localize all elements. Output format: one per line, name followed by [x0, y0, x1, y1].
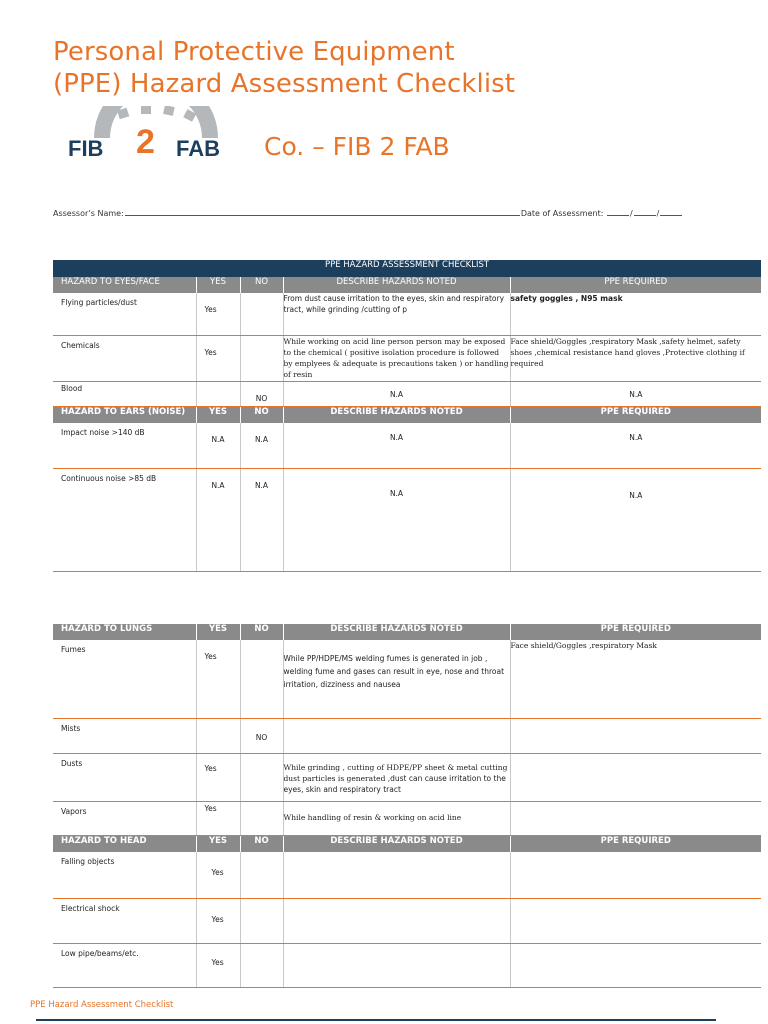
header-describe: DESCRIBE HAZARDS NOTED — [283, 406, 510, 423]
date-sep: / — [629, 209, 633, 218]
section-header-eyes — [53, 277, 761, 293]
header-hazard: HAZARD TO LUNGS — [53, 624, 196, 640]
describe-cell[interactable]: From dust cause irritation to the eyes, skin and respiratory tract, while grinding /cutting of p — [283, 293, 510, 335]
ppe-cell[interactable]: N.A — [510, 381, 761, 406]
assessor-label: Assessor’s Name: — [53, 209, 124, 218]
ppe-cell[interactable] — [510, 852, 761, 899]
table-row — [53, 293, 761, 335]
no-cell[interactable] — [240, 944, 283, 988]
header-ppe: PPE REQUIRED — [510, 835, 761, 852]
describe-cell[interactable] — [283, 718, 510, 753]
describe-cell[interactable]: N.A — [283, 381, 510, 406]
table-row — [53, 640, 761, 718]
hazard-cell: Flying particles/dust — [53, 293, 196, 335]
header-yes: YES — [196, 277, 240, 293]
date-day-field[interactable] — [607, 207, 629, 216]
ppe-cell[interactable]: N.A — [510, 423, 761, 469]
hazard-table-2 — [53, 624, 761, 988]
no-cell[interactable]: N.A — [240, 469, 283, 572]
yes-cell[interactable]: Yes — [196, 944, 240, 988]
yes-cell[interactable]: Yes — [196, 852, 240, 899]
ppe-cell[interactable] — [510, 753, 761, 801]
hazard-cell: Impact noise >140 dB — [53, 423, 196, 469]
hazard-cell: Vapors — [53, 801, 196, 835]
hazard-table-1 — [53, 260, 761, 572]
ppe-cell[interactable]: Face shield/Goggles ,respiratory Mask ,safety helmet, safety shoes ,chemical resistance hand gloves ,Protective clothing if required — [510, 335, 761, 381]
assessor-name-field[interactable] — [125, 207, 520, 216]
header-hazard: HAZARD TO EARS (NOISE) — [53, 406, 196, 423]
no-cell[interactable]: NO — [240, 718, 283, 753]
table-row — [53, 335, 761, 381]
header-hazard: HAZARD TO EYES/FACE — [53, 277, 196, 293]
no-cell[interactable] — [240, 899, 283, 944]
document-title — [53, 36, 515, 100]
describe-text-part-1: While grinding , cutting of HDPE/PP sheet & metal cutting dust particles is generated , — [283, 762, 508, 783]
describe-cell[interactable]: N.A — [283, 423, 510, 469]
hazard-cell: Low pipe/beams/etc. — [53, 944, 196, 988]
table-row — [53, 801, 761, 835]
hazard-cell: Fumes — [53, 640, 196, 718]
yes-cell[interactable]: N.A — [196, 469, 240, 572]
yes-cell[interactable]: Yes — [196, 293, 240, 335]
ppe-cell[interactable]: Face shield/Goggles ,respiratory Mask — [510, 640, 761, 718]
yes-cell[interactable] — [196, 381, 240, 406]
table-row — [53, 423, 761, 469]
svg-text:FAB: FAB — [176, 136, 220, 161]
table-row — [53, 753, 761, 801]
section-header-head — [53, 835, 761, 852]
hazard-cell: Falling objects — [53, 852, 196, 899]
describe-cell[interactable] — [283, 899, 510, 944]
title-line-1: Personal Protective Equipment — [53, 37, 455, 67]
date-year-field[interactable] — [660, 207, 682, 216]
header-hazard: HAZARD TO HEAD — [53, 835, 196, 852]
ppe-cell[interactable] — [510, 899, 761, 944]
hazard-cell: Electrical shock — [53, 899, 196, 944]
hazard-cell: Blood — [53, 381, 196, 406]
company-name: Co. – FIB 2 FAB — [264, 132, 450, 161]
table-row — [53, 944, 761, 988]
assessor-line — [53, 207, 683, 218]
hazard-cell: Mists — [53, 718, 196, 753]
ppe-cell[interactable] — [510, 944, 761, 988]
ppe-cell[interactable] — [510, 718, 761, 753]
yes-cell[interactable]: Yes — [196, 801, 240, 835]
header-yes: YES — [196, 406, 240, 423]
describe-cell[interactable]: While working on acid line person person may be exposed to the chemical ( positive isolation procedure is followed by emplyees & adequate is precautions taken ) or handling of resin — [283, 335, 510, 381]
yes-cell[interactable]: N.A — [196, 423, 240, 469]
table-row — [53, 718, 761, 753]
ppe-cell[interactable] — [510, 801, 761, 835]
table-row — [53, 852, 761, 899]
svg-text:FIB: FIB — [68, 136, 104, 161]
yes-cell[interactable]: Yes — [196, 640, 240, 718]
describe-text-part-2: dust can cause irritation to the eyes, skin and respiratory tract — [283, 773, 506, 794]
footer-rule — [36, 1019, 716, 1021]
title-line-2: (PPE) Hazard Assessment Checklist — [53, 69, 516, 99]
no-cell[interactable]: NO — [240, 381, 283, 406]
section-header-lungs — [53, 624, 761, 640]
table-row — [53, 381, 761, 406]
yes-cell[interactable]: Yes — [196, 753, 240, 801]
date-month-field[interactable] — [634, 207, 656, 216]
hazard-cell: Chemicals — [53, 335, 196, 381]
header-ppe: PPE REQUIRED — [510, 277, 761, 293]
section-header-ears — [53, 406, 761, 423]
header-ppe: PPE REQUIRED — [510, 406, 761, 423]
date-label: Date of Assessment: — [520, 209, 604, 218]
yes-cell[interactable]: Yes — [196, 899, 240, 944]
date-sep: / — [656, 209, 660, 218]
no-cell[interactable] — [240, 801, 283, 835]
describe-cell[interactable]: While PP/HDPE/MS welding fumes is generated in job , welding fume and gases can result in eye, nose and throat irritation, dizziness and nausea — [283, 640, 510, 718]
header-no: NO — [240, 835, 283, 852]
hazard-cell: Continuous noise >85 dB — [53, 469, 196, 572]
yes-cell[interactable] — [196, 718, 240, 753]
header-describe: DESCRIBE HAZARDS NOTED — [283, 835, 510, 852]
table-row — [53, 469, 761, 572]
header-yes: YES — [196, 835, 240, 852]
no-cell[interactable]: N.A — [240, 423, 283, 469]
hazard-cell: Dusts — [53, 753, 196, 801]
no-cell[interactable] — [240, 852, 283, 899]
describe-cell[interactable] — [283, 753, 510, 801]
no-cell[interactable] — [240, 335, 283, 381]
ppe-cell[interactable]: N.A — [510, 469, 761, 572]
header-yes: YES — [196, 624, 240, 640]
describe-cell[interactable]: While handling of resin & working on acid line — [283, 801, 510, 835]
yes-cell[interactable]: Yes — [196, 335, 240, 381]
header-ppe: PPE REQUIRED — [510, 624, 761, 640]
header-describe: DESCRIBE HAZARDS NOTED — [283, 277, 510, 293]
header-no: NO — [240, 277, 283, 293]
describe-cell[interactable] — [283, 852, 510, 899]
describe-cell[interactable]: N.A — [283, 469, 510, 572]
svg-text:2: 2 — [136, 123, 155, 161]
ppe-cell[interactable]: safety goggles , N95 mask — [510, 293, 761, 335]
no-cell[interactable] — [240, 293, 283, 335]
no-cell[interactable] — [240, 753, 283, 801]
header-describe: DESCRIBE HAZARDS NOTED — [283, 624, 510, 640]
header-no: NO — [240, 624, 283, 640]
company-logo — [66, 106, 246, 164]
no-cell[interactable] — [240, 640, 283, 718]
footer-text: PPE Hazard Assessment Checklist — [30, 1000, 174, 1010]
table-caption: PPE HAZARD ASSESSMENT CHECKLIST — [53, 260, 761, 277]
describe-cell[interactable] — [283, 944, 510, 988]
header-no: NO — [240, 406, 283, 423]
table-row — [53, 899, 761, 944]
